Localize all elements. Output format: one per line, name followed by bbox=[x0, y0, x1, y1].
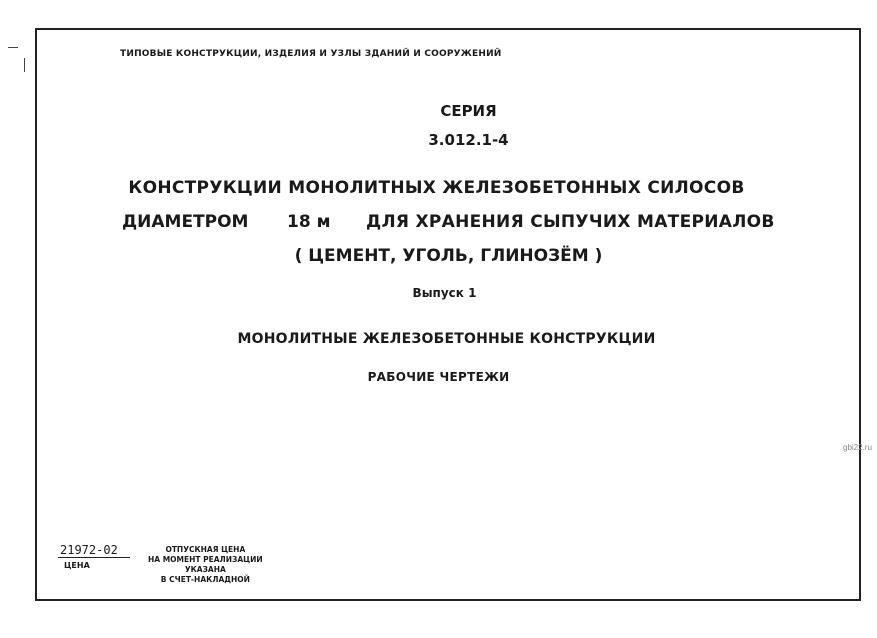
price-rule bbox=[58, 557, 130, 558]
title-line-2-diameter: ДИАМЕТРОМ bbox=[122, 212, 249, 232]
price-note-line: УКАЗАНА bbox=[184, 565, 226, 574]
scan-mark bbox=[24, 58, 25, 72]
title-line-1: КОНСТРУКЦИИ МОНОЛИТНЫХ ЖЕЛЕЗОБЕТОННЫХ СИЛОСОВ bbox=[128, 178, 745, 198]
price-note bbox=[148, 545, 263, 585]
title-line-2-purpose: ДЛЯ ХРАНЕНИЯ СЫПУЧИХ МАТЕРИАЛОВ bbox=[366, 212, 775, 232]
price-note-line: В СЧЕТ-НАКЛАДНОЙ bbox=[160, 575, 250, 584]
price-label: ЦЕНА bbox=[64, 561, 90, 570]
title-line-2-size: 18 м bbox=[287, 212, 331, 232]
price-code: 21972-02 bbox=[60, 543, 118, 557]
watermark: gbi22.ru bbox=[843, 443, 872, 452]
price-note-line: НА МОМЕНТ РЕАЛИЗАЦИИ bbox=[148, 555, 263, 564]
series-code: 3.012.1-4 bbox=[428, 131, 509, 149]
drawings-label: РАБОЧИЕ ЧЕРТЕЖИ bbox=[367, 370, 510, 384]
scan-mark bbox=[8, 47, 18, 48]
header-text: ТИПОВЫЕ КОНСТРУКЦИИ, ИЗДЕЛИЯ И УЗЛЫ ЗДАНИЙ И СООРУЖЕНИЙ bbox=[120, 49, 502, 59]
subtitle: МОНОЛИТНЫЕ ЖЕЛЕЗОБЕТОННЫЕ КОНСТРУКЦИИ bbox=[237, 331, 656, 347]
title-line-3: ( ЦЕМЕНТ, УГОЛЬ, ГЛИНОЗЁМ ) bbox=[294, 246, 603, 266]
series-label: СЕРИЯ bbox=[440, 102, 497, 120]
issue-number: Выпуск 1 bbox=[412, 286, 477, 300]
price-note-line: ОТПУСКНАЯ ЦЕНА bbox=[165, 545, 246, 554]
